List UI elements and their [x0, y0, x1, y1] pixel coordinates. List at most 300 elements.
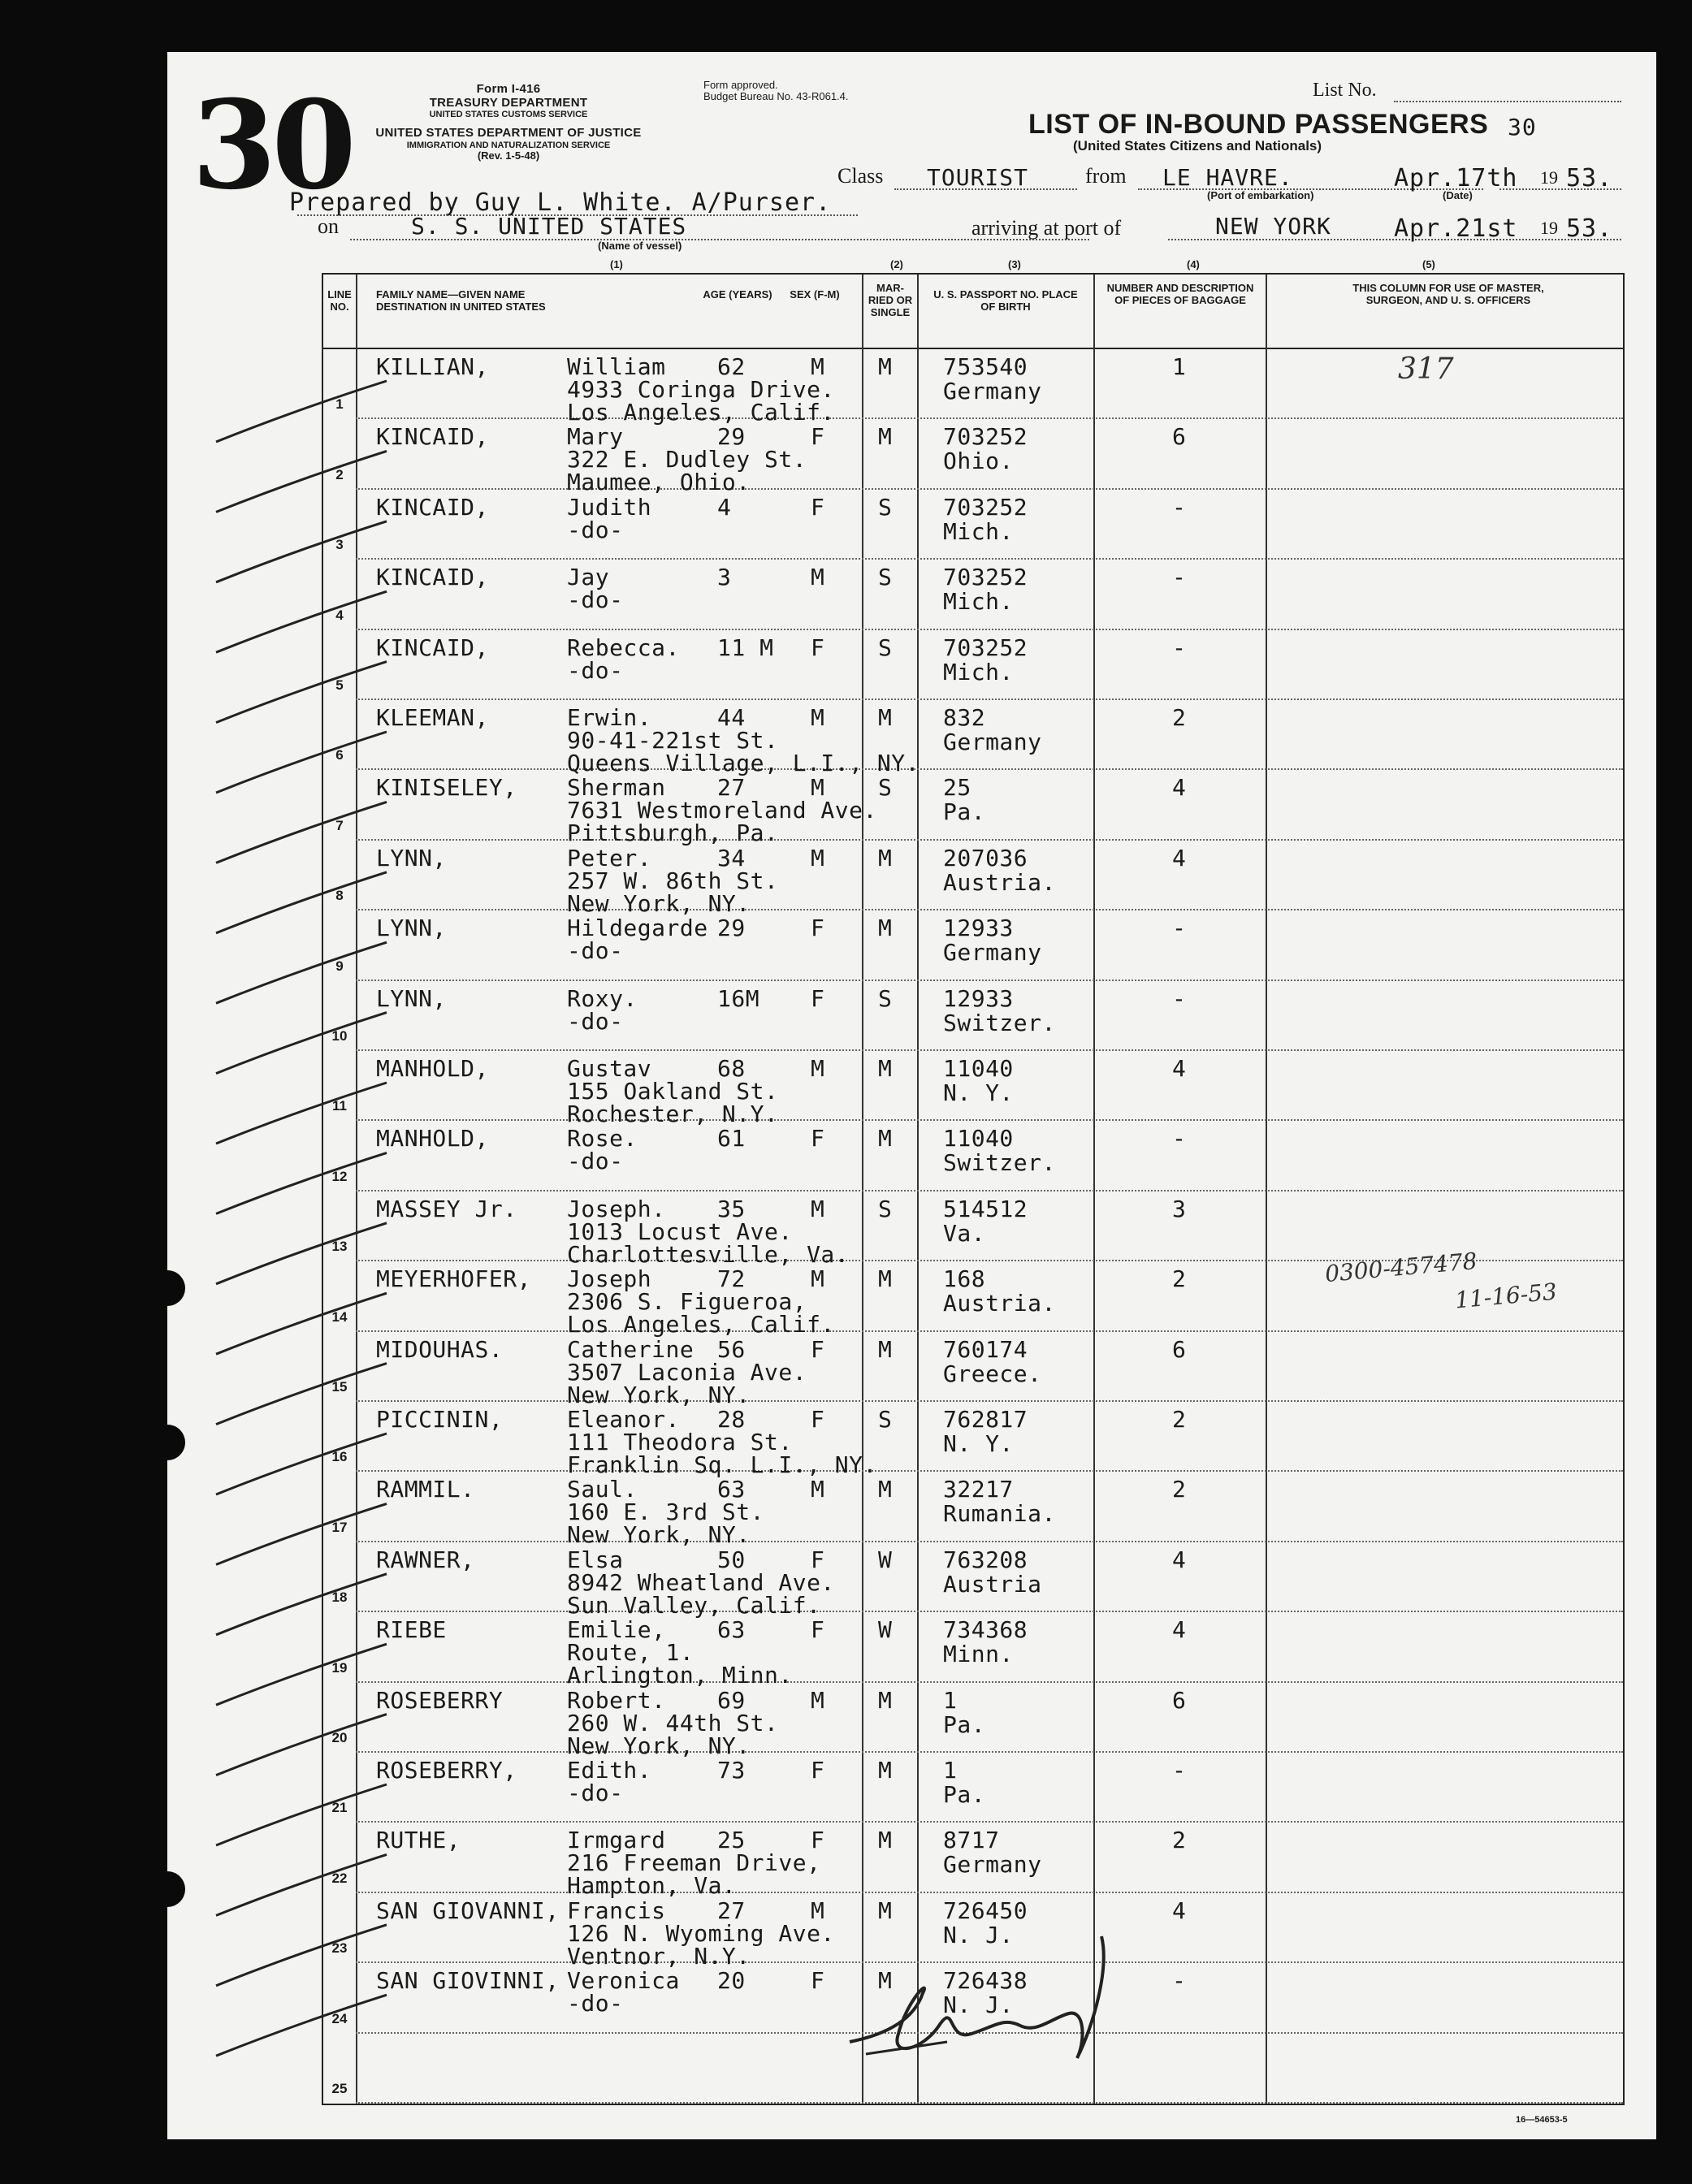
given-name: Jay: [567, 564, 610, 591]
address-line-2: New York, NY.: [567, 1521, 751, 1549]
check-stroke: [216, 591, 387, 652]
line-number: 15: [331, 1378, 348, 1395]
line-number: 1: [335, 396, 344, 413]
form-block: [387, 83, 630, 119]
given-name: Veronica: [567, 1967, 680, 1995]
check-stroke: [216, 802, 387, 863]
line-number: 21: [331, 1800, 348, 1816]
baggage-count: -: [1172, 1757, 1187, 1784]
sail-date: Apr.17th: [1394, 164, 1518, 192]
marital-status: M: [878, 844, 893, 871]
check-stroke: [216, 1574, 387, 1635]
family-name: MASSEY Jr.: [376, 1195, 517, 1222]
passport-number: 753540: [943, 353, 1028, 380]
family-name: SAN GIOVANNI,: [376, 1896, 560, 1924]
place-of-birth: Mich.: [943, 517, 1014, 545]
address-line-1: 126 N. Wyoming Ave.: [567, 1919, 835, 1947]
sex: F: [811, 915, 825, 942]
family-name: RIEBE: [376, 1616, 447, 1644]
vessel-caption: (Name of vessel): [598, 240, 682, 252]
given-name: William: [567, 353, 666, 380]
date-caption: (Date): [1443, 189, 1473, 201]
customs-service: UNITED STATES CUSTOMS SERVICE: [429, 110, 588, 119]
line-number: 17: [331, 1519, 348, 1535]
embark-port: LE HAVRE.: [1162, 164, 1293, 191]
col-passport: U. S. PASSPORT NO. PLACE OF BIRTH: [933, 288, 1078, 313]
marital-status: M: [878, 704, 893, 731]
given-name: Judith: [567, 493, 652, 521]
place-of-birth: Austria.: [943, 868, 1056, 896]
check-stroke: [216, 1503, 387, 1564]
given-name: Eleanor.: [567, 1406, 680, 1433]
baggage-count: -: [1172, 1967, 1187, 1995]
baggage-count: 2: [1172, 1406, 1187, 1433]
col-num-1: (1): [610, 258, 623, 270]
vessel-name: S. S. UNITED STATES: [411, 213, 687, 240]
check-stroke: [216, 942, 387, 1003]
sex: F: [811, 1616, 825, 1644]
passport-number: 11040: [943, 1125, 1014, 1153]
address-line-2: Pittsburgh, Pa.: [567, 820, 779, 847]
line-number: 14: [331, 1308, 348, 1325]
passport-number: 762817: [943, 1406, 1028, 1433]
page-title: LIST OF IN-BOUND PASSENGERS: [1028, 109, 1489, 140]
check-stroke: [216, 1434, 387, 1494]
address-line-1: -do-: [567, 586, 624, 614]
sex: F: [811, 634, 825, 661]
passport-number: 11040: [943, 1055, 1014, 1082]
given-name: Francis: [567, 1896, 666, 1924]
sex: F: [811, 984, 825, 1012]
passport-number: 760174: [943, 1335, 1028, 1363]
family-name: MEYERHOFER,: [376, 1265, 531, 1293]
sex: M: [811, 564, 825, 591]
sex: F: [811, 1967, 825, 1995]
age: 27: [717, 774, 746, 802]
age: 3: [717, 564, 732, 591]
sex: M: [811, 1686, 825, 1714]
marital-status: S: [878, 564, 893, 591]
given-name: Edith.: [567, 1757, 652, 1784]
address-line-1: -do-: [567, 1780, 624, 1806]
given-name: Mary: [567, 423, 624, 451]
family-name: MANHOLD,: [376, 1055, 489, 1082]
punch-hole: [167, 1270, 185, 1306]
passport-number: 734368: [943, 1616, 1028, 1644]
sex: M: [811, 1195, 825, 1222]
family-name: LYNN,: [376, 844, 447, 871]
age: 35: [717, 1195, 746, 1222]
marital-status: M: [878, 1125, 893, 1153]
check-stroke: [216, 662, 387, 723]
address-line-2: Arlington, Minn.: [567, 1662, 793, 1689]
address-line-1: -do-: [567, 937, 624, 965]
address-line-1: -do-: [567, 1148, 624, 1175]
col-name: FAMILY NAME—GIVEN NAME DESTINATION IN UNITED STATES: [376, 288, 546, 313]
sail-year-prefix: 19: [1540, 167, 1558, 188]
passport-number: 1: [943, 1686, 958, 1714]
address-line-2: Charlottesville, Va.: [567, 1240, 850, 1268]
check-stroke: [216, 732, 387, 793]
address-line-1: 260 W. 44th St.: [567, 1709, 779, 1736]
arriving-label: arriving at port of: [971, 216, 1122, 240]
baggage-count: -: [1172, 984, 1187, 1012]
col-baggage: NUMBER AND DESCRIPTION OF PIECES OF BAGGAGE: [1106, 282, 1254, 306]
address-line-1: 160 E. 3rd St.: [567, 1499, 765, 1526]
marital-status: M: [878, 1686, 893, 1714]
passport-number: 8717: [943, 1827, 1000, 1854]
address-line-1: 4933 Coringa Drive.: [567, 376, 835, 403]
place-of-birth: N. Y.: [943, 1079, 1014, 1106]
given-name: Elsa: [567, 1546, 624, 1573]
given-name: Saul.: [567, 1476, 638, 1503]
given-name: Rebecca.: [567, 634, 680, 661]
address-line-1: 257 W. 86th St.: [567, 867, 779, 894]
baggage-count: 2: [1172, 1476, 1187, 1503]
address-line-2: Los Angeles, Calif.: [567, 399, 835, 426]
check-stroke: [216, 1223, 387, 1284]
age: 27: [717, 1896, 746, 1924]
col-line-no: LINE NO.: [327, 288, 352, 313]
family-name: KINISELEY,: [376, 774, 517, 802]
given-name: Rose.: [567, 1125, 638, 1153]
age: 50: [717, 1546, 746, 1573]
baggage-count: 1: [1172, 353, 1187, 380]
address-line-2: Sun Valley, Calif.: [567, 1591, 821, 1619]
age: 29: [717, 915, 746, 942]
baggage-count: 4: [1172, 1055, 1187, 1082]
baggage-count: -: [1172, 564, 1187, 591]
baggage-count: 2: [1172, 1265, 1187, 1293]
marital-status: M: [878, 1265, 893, 1293]
passport-number: 514512: [943, 1195, 1028, 1222]
place-of-birth: N. J.: [943, 1992, 1014, 2019]
marital-status: M: [878, 1827, 893, 1854]
footer-code: 16—54653-5: [1516, 2115, 1568, 2125]
family-name: ROSEBERRY,: [376, 1757, 517, 1784]
marital-status: S: [878, 984, 893, 1012]
list-number-stamp: 30: [192, 74, 352, 217]
marital-status: M: [878, 1335, 893, 1363]
family-name: RUTHE,: [376, 1827, 461, 1854]
address-line-2: Ventnor, N.Y.: [567, 1942, 751, 1970]
line-number: 23: [331, 1940, 348, 1957]
passport-number: 32217: [943, 1476, 1014, 1503]
check-stroke: [216, 1995, 387, 2056]
passport-number: 726450: [943, 1896, 1028, 1924]
annotation-317: 317: [1398, 352, 1454, 386]
passport-number: 207036: [943, 844, 1028, 871]
sex: F: [811, 1757, 825, 1784]
age: 68: [717, 1055, 746, 1082]
col-age: AGE (YEARS): [703, 288, 772, 301]
place-of-birth: Va.: [943, 1219, 986, 1247]
age: 20: [717, 1967, 746, 1995]
address-line-2: New York, NY.: [567, 1381, 751, 1408]
age: 25: [717, 1827, 746, 1854]
check-stroke: [216, 1293, 387, 1354]
age: 16M: [717, 984, 760, 1012]
baggage-count: 4: [1172, 844, 1187, 871]
annotation-date: 11-16-53: [1453, 1278, 1559, 1314]
marital-status: S: [878, 1406, 893, 1433]
sex: M: [811, 1265, 825, 1293]
col-num-3: (3): [1008, 258, 1021, 270]
arrival-year: 53.: [1566, 214, 1613, 243]
address-line-1: -do-: [567, 1007, 624, 1035]
address-line-1: 7631 Westmoreland Ave.: [567, 797, 877, 824]
given-name: Roxy.: [567, 984, 638, 1012]
given-name: Joseph.: [567, 1195, 666, 1222]
marital-status: W: [878, 1546, 893, 1573]
line-number: 5: [335, 677, 344, 693]
passport-number: 12933: [943, 915, 1014, 942]
check-stroke: [216, 1715, 387, 1775]
given-name: Robert.: [567, 1686, 666, 1714]
marital-status: M: [878, 915, 893, 942]
marital-status: W: [878, 1616, 893, 1644]
col-sex: SEX (F-M): [790, 288, 840, 301]
address-line-1: 8942 Wheatland Ave.: [567, 1568, 835, 1596]
line-number: 25: [331, 2080, 348, 2096]
marital-status: M: [878, 1476, 893, 1503]
passport-number: 12933: [943, 984, 1014, 1012]
family-name: KLEEMAN,: [376, 704, 489, 731]
family-name: KINCAID,: [376, 423, 489, 451]
address-line-2: Los Angeles, Calif.: [567, 1311, 835, 1339]
officer-signature: [842, 1920, 1134, 2082]
sail-year: 53.: [1566, 164, 1613, 192]
address-line-2: New York, NY.: [567, 889, 751, 917]
age: 56: [717, 1335, 746, 1363]
place-of-birth: Switzer.: [943, 1009, 1056, 1036]
place-of-birth: Germany: [943, 1851, 1042, 1879]
col-num-4: (4): [1187, 258, 1200, 270]
family-name: KINCAID,: [376, 634, 489, 661]
class-label: Class: [837, 164, 884, 188]
age: 73: [717, 1757, 746, 1784]
family-name: KINCAID,: [376, 564, 489, 591]
family-name: MANHOLD,: [376, 1125, 489, 1153]
justice-block: [314, 127, 703, 162]
line-number: 22: [331, 1870, 348, 1886]
given-name: Sherman: [567, 774, 666, 802]
check-stroke: [216, 1364, 387, 1425]
place-of-birth: Mich.: [943, 588, 1014, 616]
age: 4: [717, 493, 732, 521]
place-of-birth: Austria: [943, 1570, 1042, 1598]
baggage-count: 6: [1172, 1335, 1187, 1363]
check-stroke: [216, 451, 387, 512]
address-line-1: 90-41-221st St.: [567, 727, 779, 754]
check-stroke: [216, 381, 387, 442]
baggage-count: 6: [1172, 423, 1187, 451]
annotation-file-no: 0300-457478: [1323, 1247, 1478, 1288]
check-stroke: [216, 1854, 387, 1915]
marital-status: M: [878, 1896, 893, 1924]
address-line-1: -do-: [567, 1990, 624, 2017]
line-number: 8: [335, 888, 344, 904]
dept-name: TREASURY DEPARTMENT: [429, 95, 588, 110]
age: 11 M: [717, 634, 774, 661]
age: 63: [717, 1616, 746, 1644]
place-of-birth: Greece.: [943, 1360, 1042, 1387]
sex: F: [811, 1125, 825, 1153]
given-name: Peter.: [567, 844, 652, 871]
sex: M: [811, 353, 825, 380]
check-stroke: [216, 1925, 387, 1986]
marital-status: M: [878, 1967, 893, 1995]
address-line-1: -do-: [567, 656, 624, 684]
age: 61: [717, 1125, 746, 1153]
line-number: 10: [331, 1027, 348, 1044]
passport-number: 25: [943, 774, 971, 802]
on-label: on: [318, 214, 339, 238]
family-name: SAN GIOVINNI,: [376, 1967, 560, 1995]
age: 72: [717, 1265, 746, 1293]
passport-number: 703252: [943, 564, 1028, 591]
sex: F: [811, 1827, 825, 1854]
address-line-1: 2306 S. Figueroa,: [567, 1288, 807, 1316]
age: 62: [717, 353, 746, 380]
place-of-birth: Germany: [943, 378, 1042, 404]
punch-hole: [167, 1871, 185, 1907]
form-revision: (Rev. 1-5-48): [477, 149, 540, 162]
page-subtitle: (United States Citizens and Nationals): [1073, 138, 1322, 154]
embark-port-caption: (Port of embarkation): [1207, 189, 1314, 201]
passport-number: 763208: [943, 1546, 1028, 1573]
family-name: KINCAID,: [376, 493, 489, 521]
address-line-1: 3507 Laconia Ave.: [567, 1358, 807, 1386]
check-stroke: [216, 1784, 387, 1845]
line-number: 11: [332, 1098, 347, 1114]
class-value: TOURIST: [927, 164, 1029, 191]
col-officers: THIS COLUMN FOR USE OF MASTER, SURGEON, AND U. S. OFFICERS: [1352, 282, 1544, 306]
address-line-2: Franklin Sq. L.I., NY.: [567, 1451, 877, 1478]
sex: F: [811, 1335, 825, 1363]
address-line-2: Hampton, Va.: [567, 1872, 737, 1900]
given-name: Catherine: [567, 1335, 695, 1363]
arrival-year-prefix: 19: [1540, 218, 1558, 238]
address-line-2: Maumee, Ohio.: [567, 469, 751, 496]
family-name: KILLIAN,: [376, 353, 489, 380]
address-line-2: Rochester, N.Y.: [567, 1101, 779, 1127]
sex: M: [811, 774, 825, 802]
line-number: 24: [331, 2010, 348, 2026]
address-line-2: New York, NY.: [567, 1732, 751, 1759]
family-name: LYNN,: [376, 915, 447, 942]
place-of-birth: N. Y.: [943, 1430, 1014, 1457]
marital-status: S: [878, 1195, 893, 1222]
family-name: PICCININ,: [376, 1406, 504, 1433]
baggage-count: 2: [1172, 1827, 1187, 1854]
passport-number: 832: [943, 704, 986, 731]
list-no-label: List No.: [1313, 80, 1377, 101]
given-name: Joseph: [567, 1265, 652, 1293]
given-name: Gustav: [567, 1055, 652, 1082]
baggage-count: 4: [1172, 1616, 1187, 1644]
line-number: 16: [331, 1449, 348, 1465]
address-line-1: 155 Oakland St.: [567, 1078, 779, 1105]
justice-dept: UNITED STATES DEPARTMENT OF JUSTICE: [375, 126, 642, 140]
age: 29: [717, 423, 746, 451]
family-name: MIDOUHAS.: [376, 1335, 504, 1363]
sex: F: [811, 493, 825, 521]
family-name: RAWNER,: [376, 1546, 475, 1573]
passport-number: 703252: [943, 493, 1028, 521]
passport-number: 703252: [943, 634, 1028, 661]
baggage-count: 4: [1172, 1896, 1187, 1924]
manifest-page: [167, 52, 1656, 2139]
address-line-1: 111 Theodora St.: [567, 1429, 793, 1455]
check-stroke: [216, 1153, 387, 1213]
check-stroke: [216, 872, 387, 933]
line-number: 9: [335, 958, 344, 974]
given-name: Erwin.: [567, 704, 652, 731]
baggage-count: 2: [1172, 704, 1187, 731]
baggage-count: 6: [1172, 1686, 1187, 1714]
marital-status: S: [878, 774, 893, 802]
passport-number: 1: [943, 1757, 958, 1784]
arrival-port: NEW YORK: [1215, 213, 1331, 240]
sex: M: [811, 1055, 825, 1082]
check-stroke: [216, 1644, 387, 1705]
col-married: MAR-RIED OR SINGLE: [868, 282, 913, 318]
line-number: 6: [335, 747, 344, 763]
line-number: 2: [335, 466, 344, 482]
address-line-1: Route, 1.: [567, 1639, 695, 1667]
line-number: 20: [331, 1729, 348, 1745]
given-name: Irmgard: [567, 1827, 666, 1854]
place-of-birth: Rumania.: [943, 1500, 1056, 1528]
address-line-1: 1013 Locust Ave.: [567, 1217, 793, 1245]
sex: M: [811, 704, 825, 731]
sex: M: [811, 1896, 825, 1924]
place-of-birth: Ohio.: [943, 448, 1014, 475]
given-name: Emilie,: [567, 1616, 666, 1644]
age: 44: [717, 704, 746, 731]
line-number: 18: [331, 1589, 348, 1606]
place-of-birth: Mich.: [943, 658, 1014, 685]
baggage-count: 4: [1172, 1546, 1187, 1573]
line-number: 12: [331, 1168, 348, 1184]
place-of-birth: Austria.: [943, 1290, 1056, 1317]
family-name: RAMMIL.: [376, 1476, 475, 1503]
marital-status: S: [878, 493, 893, 521]
passport-number: 168: [943, 1265, 986, 1293]
form-number: Form I-416: [476, 82, 541, 96]
marital-status: M: [878, 423, 893, 451]
family-name: ROSEBERRY: [376, 1686, 504, 1714]
place-of-birth: Minn.: [943, 1641, 1014, 1668]
address-line-1: 322 E. Dudley St.: [567, 446, 807, 474]
check-stroke: [216, 521, 387, 582]
marital-status: M: [878, 1757, 893, 1784]
baggage-count: -: [1172, 915, 1187, 942]
marital-status: M: [878, 1055, 893, 1082]
address-line-1: -do-: [567, 516, 624, 543]
place-of-birth: Switzer.: [943, 1149, 1056, 1177]
prepared-by: Prepared by Guy L. White. A/Purser.: [289, 188, 832, 217]
passport-number: 726438: [943, 1967, 1028, 1995]
sex: M: [811, 844, 825, 871]
sex: F: [811, 1546, 825, 1573]
check-stroke: [216, 1013, 387, 1074]
col-num-5: (5): [1422, 258, 1435, 270]
punch-hole: [167, 1425, 185, 1460]
line-number: 13: [331, 1239, 348, 1255]
age: 28: [717, 1406, 746, 1433]
